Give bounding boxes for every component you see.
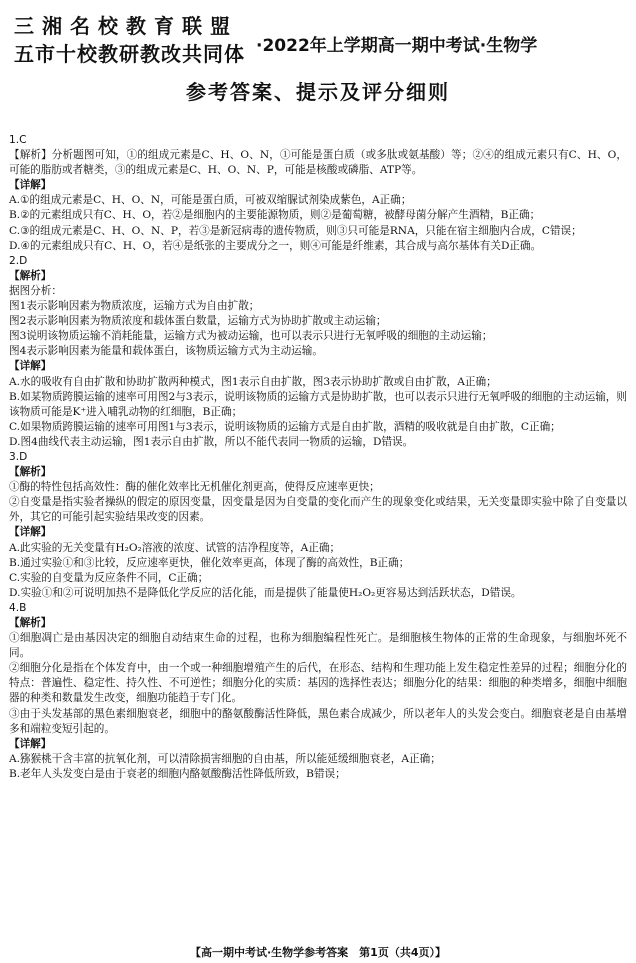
answer-line: A.猕猴桃干含丰富的抗氧化剂，可以清除损害细胞的自由基，所以能延缓细胞衰老，A正确； bbox=[9, 752, 441, 765]
org-name-line1: 三湘名校教育联盟 bbox=[14, 14, 238, 38]
answer-line: ②自变量是指实验者操纵的假定的原因变量，因变量是因为自变量的变化而产生的现象变化或结果，无关变量即实验中除了自变量以外，其它的可能引起实验结果改变的因素。 bbox=[9, 496, 627, 524]
page-footer: 【高一期中考试·生物学参考答案 第1页（共4页）】 bbox=[190, 946, 446, 959]
answer-line: 据图分析： bbox=[9, 284, 62, 297]
answer-line: 图3说明该物质运输不消耗能量，运输方式为被动运输，也可以表示只进行无氧呼吸的细胞的主动运输； bbox=[9, 330, 493, 343]
section-label: 【解析】 bbox=[9, 269, 52, 282]
answer-line: ③由于头发基部的黑色素细胞衰老，细胞中的酪氨酸酶活性降低，黑色素合成减少，所以老年人的头发会变白。细胞衰老是自由基增多和端粒变短引起的。 bbox=[9, 707, 627, 735]
answer-line: ①细胞凋亡是由基因决定的细胞自动结束生命的过程，也称为细胞编程性死亡。是细胞核生物体的正常的生命现象，与细胞坏死不同。 bbox=[9, 632, 627, 660]
answer-line: ①酶的特性包括高效性：酶的催化效率比无机催化剂更高，使得反应速率更快； bbox=[9, 481, 380, 494]
answer-line: 图4表示影响因素为能量和载体蛋白，该物质运输方式为主动运输。 bbox=[9, 345, 323, 358]
question-number: 1.C bbox=[9, 134, 27, 146]
section-label: 【详解】 bbox=[9, 360, 52, 373]
answer-line: D.实验①和②可说明加热不是降低化学反应的活化能，而是提供了能量使H₂O₂更容易达到活跃状态，D错误。 bbox=[9, 586, 522, 599]
answer-line: A.①的组成元素是C、H、O、N，可能是蛋白质，可被双缩脲试剂染成紫色，A正确； bbox=[9, 194, 412, 207]
answer-line: C.实验的自变量为反应条件不同，C正确； bbox=[9, 571, 209, 584]
answer-line: A.水的吸收有自由扩散和协助扩散两种模式，图1表示自由扩散，图3表示协助扩散或自由扩散，A正确； bbox=[9, 375, 497, 388]
answer-line: 图2表示影响因素为物质浓度和载体蛋白数量，运输方式为协助扩散或主动运输； bbox=[9, 315, 387, 328]
page-header bbox=[0, 0, 636, 140]
exam-title: ·2022年上学期高一期中考试·生物学 bbox=[256, 36, 538, 56]
answer-line: 图1表示影响因素为物质浓度，运输方式为自由扩散； bbox=[9, 300, 260, 313]
section-label: 【详解】 bbox=[9, 526, 52, 539]
answer-line: C.③的组成元素是C、H、O、N、P，若③是新冠病毒的遗传物质，则③只可能是RNA，只能在宿主细胞内合成，C错误； bbox=[9, 224, 582, 237]
answer-body bbox=[9, 133, 627, 782]
question-number: 3.D bbox=[9, 450, 28, 463]
question-number: 4.B bbox=[9, 601, 27, 614]
answer-line: D.④的元素组成只有C、H、O，若④是纸张的主要成分之一，则④可能是纤维素，其合成与高尔基体有关D正确。 bbox=[9, 239, 542, 252]
answer-line: B.②的元素组成只有C、H、O，若②是细胞内的主要能源物质，则②是葡萄糖，被酵母菌分解产生酒精，B正确； bbox=[9, 209, 541, 222]
answer-line: B.老年人头发变白是由于衰老的细胞内酪氨酸酶活性降低所致，B错误； bbox=[9, 767, 346, 780]
answer-line: C.如果物质跨膜运输的速率可用图1与3表示，说明该物质的运输方式是自由扩散，酒精的吸收就是自由扩散，C正确； bbox=[9, 420, 561, 433]
section-label: 【解析】 bbox=[9, 617, 52, 629]
answer-line: B.如某物质跨膜运输的速率可用图2与3表示，说明该物质的运输方式是协助扩散，也可以表示只进行无氧呼吸的细胞的主动运输，则该物质可能是K⁺进入哺乳动物的红细胞，B正确； bbox=[9, 390, 627, 418]
section-label: 【详解】 bbox=[9, 737, 52, 750]
org-name-line2: 五市十校教研教改共同体 bbox=[14, 42, 245, 66]
answer-subtitle: 参考答案、提示及评分细则 bbox=[186, 80, 450, 104]
answer-line: D.图4曲线代表主动运输，图1表示自由扩散，所以不能代表同一物质的运输，D错误。 bbox=[9, 435, 414, 448]
section-label: 【详解】 bbox=[9, 179, 52, 192]
answer-line: 【解析】分析题图可知，①的组成元素是C、H、O、N，①可能是蛋白质（或多肽或氨基酸）等；②④的组成元素只有C、H、O，可能的脂肪或者糖类，③的组成元素是C、H、O、N、P，可能是核酸或磷脂、ATP等。 bbox=[9, 149, 627, 177]
answer-line: A.此实验的无关变量有H₂O₂溶液的浓度、试管的洁净程度等，A正确； bbox=[9, 541, 341, 554]
question-number: 2.D bbox=[9, 254, 28, 267]
answer-line: ②细胞分化是指在个体发育中，由一个或一种细胞增殖产生的后代，在形态、结构和生理功能上发生稳定性差异的过程；细胞分化的特点：普遍性、稳定性、持久性、不可逆性；细胞分化的实质：基因的选择性表达；细胞分化的结果：细胞的种类增多，细胞中细胞器的种类和数量发生改变，细胞功能趋于专门化。 bbox=[9, 662, 627, 705]
section-label: 【解析】 bbox=[9, 466, 52, 479]
answer-line: B.通过实验①和③比较，反应速率更快，催化效率更高，体现了酶的高效性，B正确； bbox=[9, 556, 410, 569]
